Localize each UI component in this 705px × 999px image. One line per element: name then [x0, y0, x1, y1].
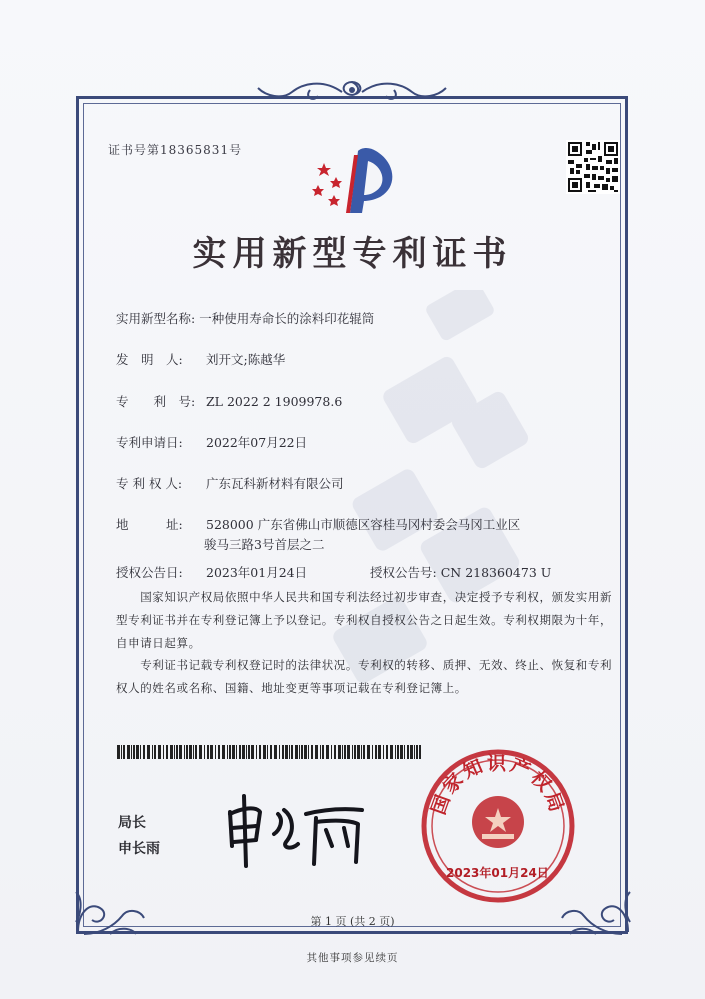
bottom-left-corner-ornament-icon	[70, 872, 150, 940]
filing-date-value: 2022年07月22日	[206, 435, 308, 450]
grant-date-value: 2023年01月24日	[206, 565, 308, 580]
grant-statement-paragraph: 国家知识产权局依照中华人民共和国专利法经过初步审查，决定授予专利权，颁发实用新型专利证书并在专利登记簿上予以登记。专利权自授权公告之日起生效。专利权期限为十年，自申请日起算。	[116, 590, 613, 650]
patent-number-row	[116, 392, 342, 410]
announcement-number-value: CN 218360473 U	[440, 565, 552, 580]
patentee-label: 专 利 权 人:	[116, 476, 183, 491]
patentee-value: 广东瓦科新材料有限公司	[206, 476, 344, 491]
filing-date-label: 专利申请日:	[116, 435, 183, 450]
patentee-row	[116, 474, 344, 492]
grant-date-row	[116, 563, 307, 581]
official-seal-icon	[418, 746, 578, 906]
utility-model-name-label: 实用新型名称:	[116, 311, 196, 326]
address-label: 地 址:	[116, 517, 183, 532]
inventor-label: 发 明 人:	[116, 352, 183, 367]
patent-number-label: 专 利 号:	[116, 394, 196, 409]
seal-text: 国家知识产权局	[427, 752, 569, 818]
page-number: 第 1 页 (共 2 页)	[310, 915, 395, 928]
director-title: 局长	[118, 815, 146, 831]
certificate-title: 实用新型专利证书	[192, 234, 513, 274]
legal-status-paragraph: 专利证书记载专利权登记时的法律状况。专利权的转移、质押、无效、终止、恢复和专利权人的姓名或名称、国籍、地址变更等事项记载在专利登记簿上。	[116, 658, 613, 695]
barcode-icon	[117, 745, 421, 759]
inventor-row	[116, 350, 285, 368]
qr-code-icon	[566, 140, 620, 194]
top-ornament-icon	[252, 76, 452, 108]
grant-date-label: 授权公告日:	[116, 565, 183, 580]
address-row	[116, 515, 520, 533]
director-name: 申长雨	[118, 841, 160, 857]
patent-number-value: ZL 2022 2 1909978.6	[206, 394, 343, 409]
director-signature-icon	[222, 790, 372, 870]
seal-date: 2023年01月24日	[446, 866, 549, 880]
announcement-number-label: 授权公告号:	[370, 565, 437, 580]
inventor-value: 刘开文;陈越华	[206, 352, 286, 367]
address-line-2: 骏马三路3号首层之二	[204, 537, 325, 552]
filing-date-row	[116, 433, 307, 451]
utility-model-name-row	[116, 309, 374, 327]
announcement-number-row	[370, 563, 551, 581]
certificate-number: 证书号第18365831号	[108, 143, 243, 157]
continuation-note: 其他事项参见续页	[306, 952, 399, 964]
utility-model-name-value: 一种使用寿命长的涂料印花辊筒	[199, 311, 375, 326]
cnipa-logo-icon	[306, 143, 406, 217]
address-line-1: 528000 广东省佛山市顺德区容桂马冈村委会马冈工业区	[206, 517, 521, 532]
